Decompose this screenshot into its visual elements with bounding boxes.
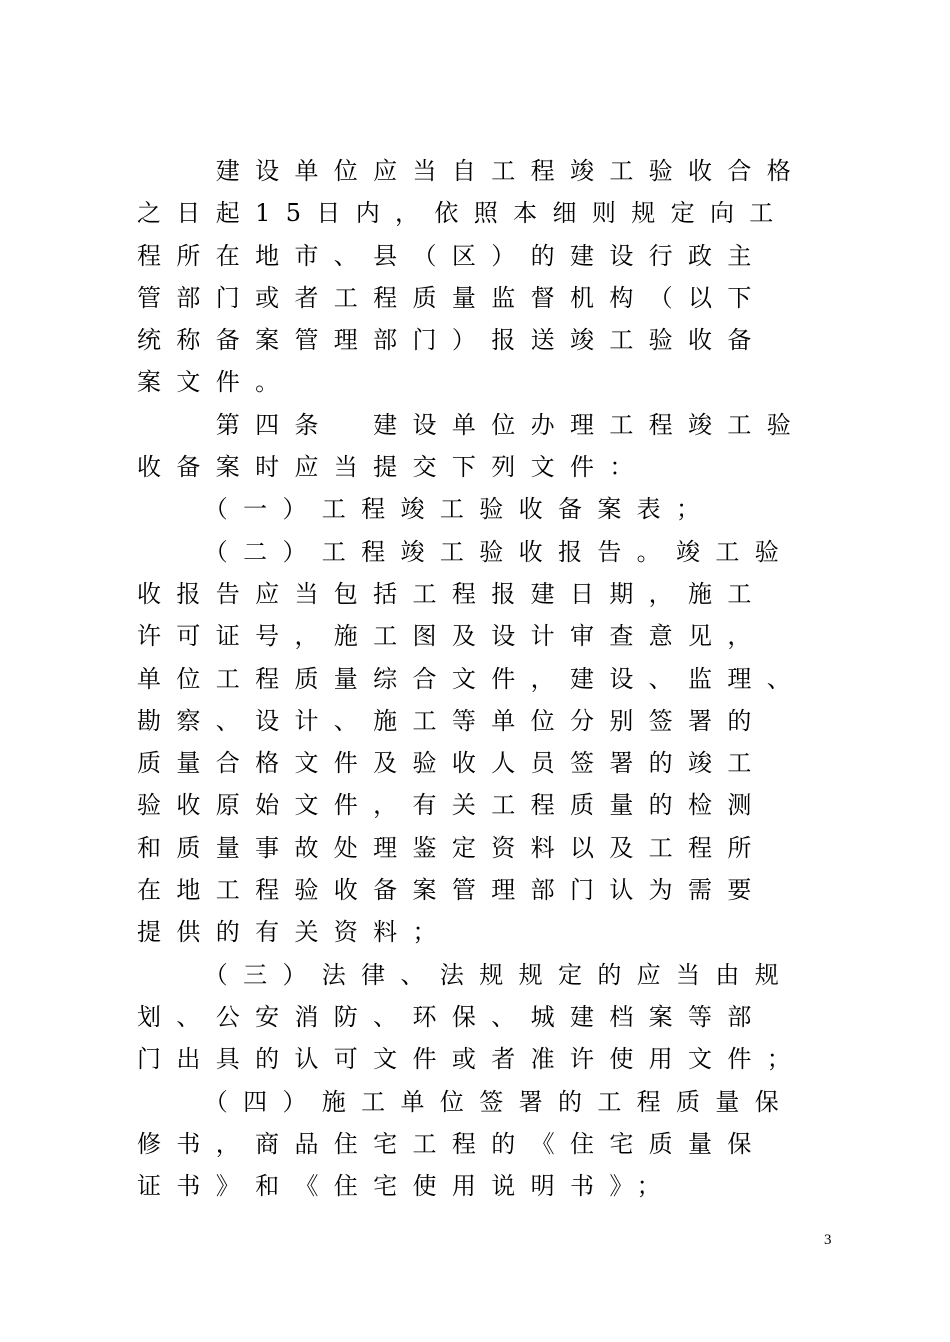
text-line: 管部门或者工程质量监督机构（以下 bbox=[137, 283, 767, 312]
text-line: 程所在地市、县（区）的建设行政主 bbox=[137, 241, 767, 270]
text-line: 质量合格文件及验收人员签署的竣工 bbox=[137, 749, 767, 778]
text-line: 门出具的认可文件或者准许使用文件； bbox=[137, 1045, 807, 1074]
text-line: 许可证号，施工图及设计审查意见， bbox=[137, 622, 767, 651]
text-line: （二）工程竣工验收报告。竣工验 bbox=[137, 537, 795, 566]
text-line: 收备案时应当提交下列文件： bbox=[137, 453, 649, 482]
text-line: 收报告应当包括工程报建日期，施工 bbox=[137, 579, 767, 608]
text-line: 证书》和《住宅使用说明书》； bbox=[137, 1172, 677, 1201]
text-line: 勘察、设计、施工等单位分别签署的 bbox=[137, 706, 767, 735]
text-line: 验收原始文件，有关工程质量的检测 bbox=[137, 791, 767, 820]
text-line: 修书，商品住宅工程的《住宅质量保 bbox=[137, 1129, 767, 1158]
text-line: 划、公安消防、环保、城建档案等部 bbox=[137, 1002, 767, 1031]
text-line: 之日起15日内，依照本细则规定向工 bbox=[137, 199, 789, 228]
text-line: 单位工程质量综合文件，建设、监理、 bbox=[137, 664, 807, 693]
text-line: 案文件。 bbox=[137, 368, 295, 397]
text-line: （四）施工单位签署的工程质量保 bbox=[137, 1087, 795, 1116]
text-line: （一）工程竣工验收备案表； bbox=[137, 495, 716, 524]
text-line: （三）法律、法规规定的应当由规 bbox=[137, 960, 795, 989]
text-line: 第四条 建设单位办理工程竣工验 bbox=[137, 410, 807, 439]
text-line: 统称备案管理部门）报送竣工验收备 bbox=[137, 326, 767, 355]
text-line: 在地工程验收备案管理部门认为需要 bbox=[137, 876, 767, 905]
page-number: 3 bbox=[824, 1232, 832, 1248]
text-line: 提供的有关资料； bbox=[137, 918, 452, 947]
text-line: 和质量事故处理鉴定资料以及工程所 bbox=[137, 833, 767, 862]
text-line: 建设单位应当自工程竣工验收合格 bbox=[137, 157, 807, 185]
body-text bbox=[137, 150, 837, 1207]
